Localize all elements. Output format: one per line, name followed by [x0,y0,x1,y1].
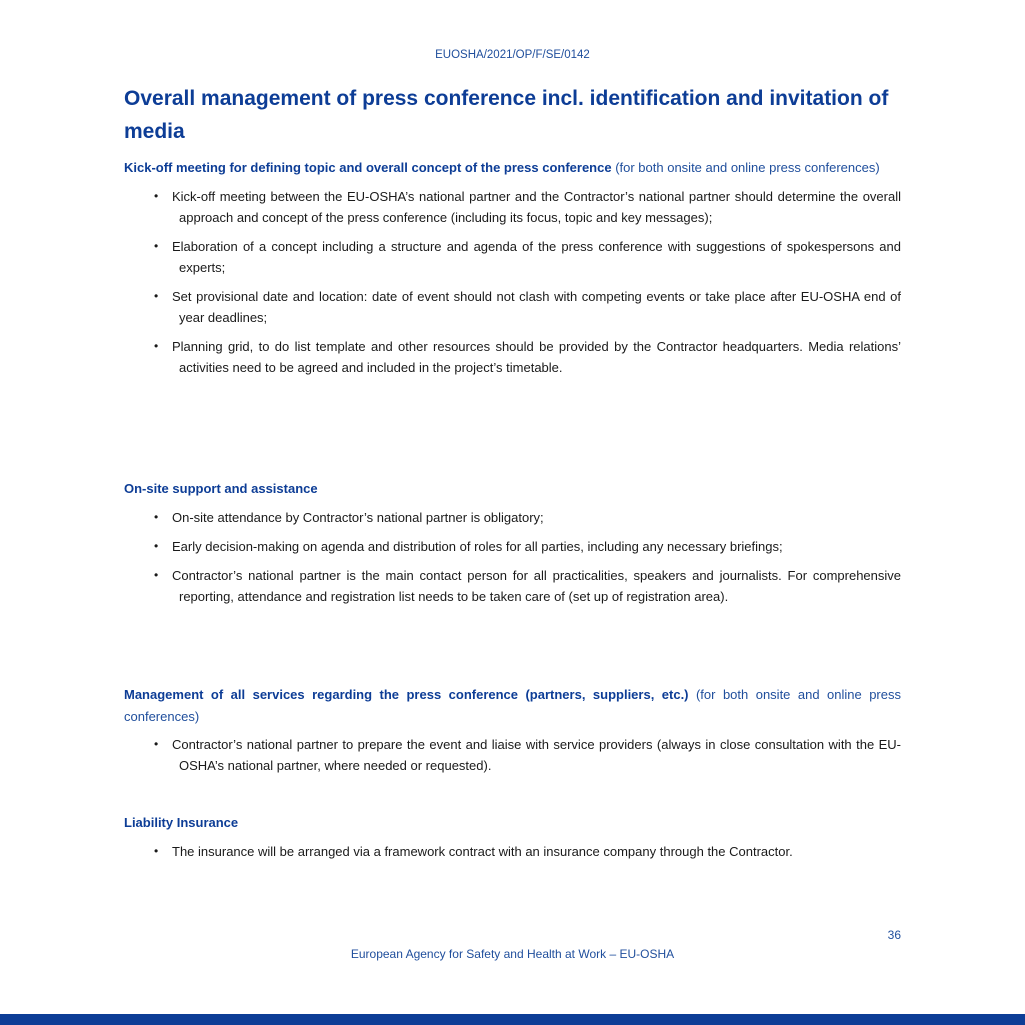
list-item: • On-site attendance by Contractor’s national partner is obligatory; [124,507,901,528]
list-item: • Early decision-making on agenda and distribution of roles for all parties, including any necessary briefings; [124,536,901,557]
section-heading [124,157,901,179]
section-heading-bold: On-site support and assistance [124,481,318,496]
list-item: • Planning grid, to do list template and other resources should be provided by the Contractor headquarters. Media relations’ activities need to be agreed and included in the project’s timetable. [124,336,901,378]
list-item: • Set provisional date and location: date of event should not clash with competing events or take place after EU-OSHA end of year deadlines; [124,286,901,328]
section-heading [124,478,901,500]
bullet-list [124,507,901,607]
footer-bar [0,1014,1025,1025]
bullet-list [124,186,901,378]
document-reference: EUOSHA/2021/OP/F/SE/0142 [435,49,590,61]
section-kickoff [124,157,901,386]
section-heading-note: (for both onsite and online press conferences) [124,687,901,724]
section-heading-bold: Liability Insurance [124,815,239,830]
page-number: 36 [887,928,901,942]
section-heading-note: (for both onsite and online press conferences) [611,160,880,175]
section-heading-bold: Kick-off meeting for defining topic and overall concept of the press conference [124,160,612,175]
list-item: • Kick-off meeting between the EU-OSHA’s national partner and the Contractor’s national partner should determine the overall approach and concept of the press conference (including its focus, topic and key messages); [124,186,901,228]
list-item: • Contractor’s national partner to prepare the event and liaise with service providers (always in close consultation with the EU-OSHA’s national partner, where needed or requested). [124,734,901,776]
bullet-list [124,734,901,776]
section-services-management [124,684,901,784]
footer-text: European Agency for Safety and Health at Work – EU-OSHA [350,947,675,961]
section-onsite-support [124,478,901,615]
list-item: • Elaboration of a concept including a structure and agenda of the press conference with suggestions of spokespersons and experts; [124,236,901,278]
list-item: • The insurance will be arranged via a framework contract with an insurance company through the Contractor. [124,841,901,862]
section-heading [124,812,901,834]
bullet-list [124,841,901,862]
section-heading [124,684,901,727]
page-title: Overall management of press conference incl. identification and invitation of media [124,87,889,143]
section-liability-insurance [124,812,901,870]
list-item: • Contractor’s national partner is the main contact person for all practicalities, speakers and journalists. For comprehensive reporting, attendance and registration list needs to be taken care of (set up of registration area). [124,565,901,607]
section-heading-bold: Management of all services regarding the press conference (partners, suppliers, etc.) [124,687,689,702]
